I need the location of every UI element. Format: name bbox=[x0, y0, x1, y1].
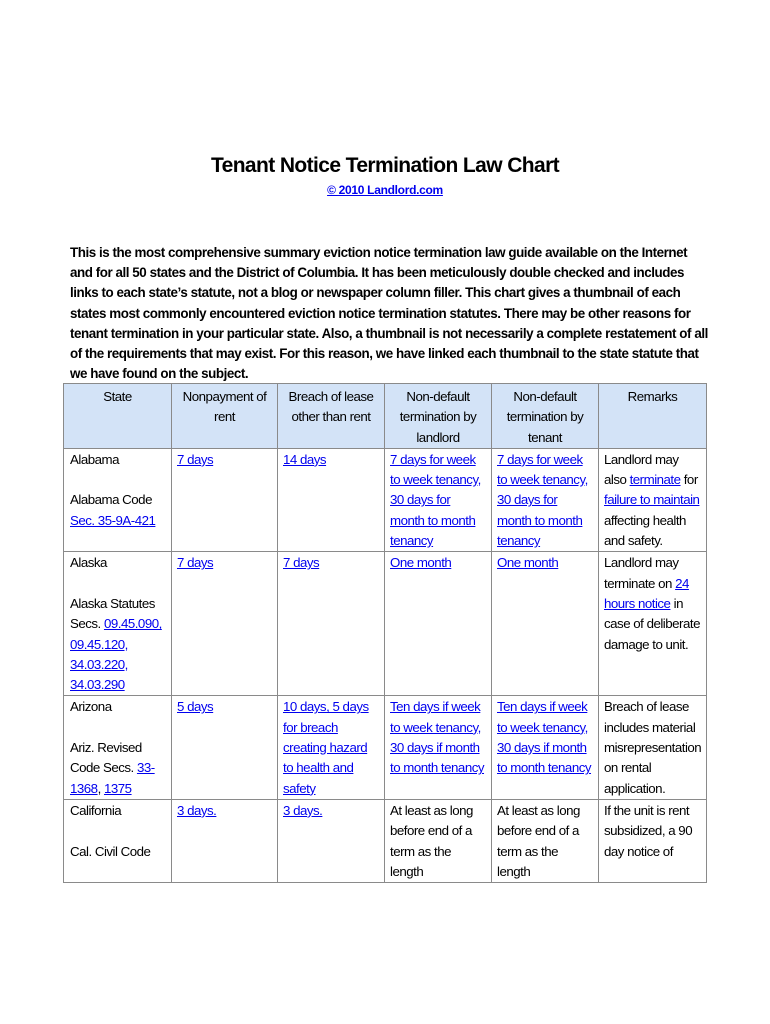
state-code: Cal. Civil Code bbox=[70, 843, 151, 859]
tenant-termination-link[interactable]: One month bbox=[497, 555, 559, 571]
remarks-cell bbox=[599, 448, 707, 551]
remarks-text: in case of deliberate damage to unit. bbox=[604, 595, 700, 652]
nonpayment-cell bbox=[172, 799, 278, 882]
breach-cell bbox=[278, 799, 385, 882]
landlord-termination-link[interactable]: Ten days if week to week tenancy, 30 days if month to month tenancy bbox=[390, 699, 485, 776]
table-row bbox=[64, 448, 707, 551]
nonpayment-link[interactable]: 5 days bbox=[177, 699, 214, 715]
statute-link[interactable]: 34.03.220, bbox=[70, 656, 128, 672]
failure-to-maintain-link[interactable]: failure to maintain bbox=[604, 492, 700, 508]
header-remarks: Remarks bbox=[599, 384, 707, 449]
nonpayment-link[interactable]: 3 days. bbox=[177, 802, 217, 818]
nonpayment-link[interactable]: 7 days bbox=[177, 555, 214, 571]
state-name: Alaska bbox=[70, 555, 107, 571]
remarks-cell bbox=[599, 552, 707, 696]
tenant-cell bbox=[492, 448, 599, 551]
state-name: California bbox=[70, 802, 122, 818]
state-code bbox=[70, 490, 166, 531]
state-cell bbox=[64, 799, 172, 882]
tenant-termination-link[interactable]: Ten days if week to week tenancy, 30 days if month to month tenancy bbox=[497, 699, 592, 776]
landlord-cell bbox=[385, 552, 492, 696]
remarks-text: Landlord may terminate on bbox=[604, 555, 679, 591]
statute-link[interactable]: 33-1368 bbox=[70, 760, 155, 796]
tenant-cell: At least as long before end of a term as the length bbox=[492, 799, 599, 882]
statute-link[interactable]: 1375 bbox=[103, 780, 132, 796]
remarks-text: affecting health and safety. bbox=[604, 512, 686, 549]
table-row bbox=[64, 799, 707, 882]
table-row bbox=[64, 552, 707, 696]
intro-paragraph: This is the most comprehensive summary eviction notice termination law guide available on the Internet and for all 50 states and the District of Columbia. It has been meticulously double checked and includes links to each state’s statute, not a blog or newspaper column filler. This chart gives a thumbnail of each states most commonly encountered eviction notice termination statutes. There may be other reasons for tenant termination in your particular state. Also, a thumbnail is not necessarily a complete restatement of all of the requirements that may exist. For this reason, we have linked each thumbnail to the state statute that we have found on the subject. bbox=[70, 245, 708, 382]
terminate-link[interactable]: terminate bbox=[629, 472, 681, 488]
state-name: Alabama bbox=[70, 451, 119, 467]
header-nonpayment: Nonpayment of rent bbox=[172, 384, 278, 449]
landlord-cell: At least as long before end of a term as the length bbox=[385, 799, 492, 882]
termination-law-table bbox=[63, 383, 707, 883]
remarks-text: for bbox=[680, 472, 698, 488]
statute-link[interactable]: 09.45.120, bbox=[70, 636, 128, 652]
header-state: State bbox=[64, 384, 172, 449]
nonpayment-link[interactable]: 7 days bbox=[177, 451, 214, 467]
breach-link[interactable]: 10 days, 5 days for breach creating hazard to health and safety bbox=[283, 699, 369, 796]
landlord-termination-link[interactable]: One month bbox=[390, 555, 452, 571]
code-label: Alaska Statutes Secs. bbox=[70, 595, 155, 632]
code-label: Alabama Code bbox=[70, 492, 152, 508]
tenant-cell bbox=[492, 696, 599, 799]
table-header-row bbox=[64, 384, 707, 449]
nonpayment-cell bbox=[172, 552, 278, 696]
copyright-link[interactable]: © 2010 Landlord.com bbox=[327, 183, 443, 197]
breach-cell bbox=[278, 448, 385, 551]
document-title: Tenant Notice Termination Law Chart bbox=[210, 154, 560, 177]
state-cell bbox=[64, 552, 172, 696]
breach-cell bbox=[278, 696, 385, 799]
header-breach: Breach of lease other than rent bbox=[278, 384, 385, 449]
table-row bbox=[64, 696, 707, 799]
code-label: Ariz. Revised Code Secs. bbox=[70, 740, 142, 776]
state-cell bbox=[64, 696, 172, 799]
breach-link[interactable]: 3 days. bbox=[283, 802, 323, 818]
landlord-cell bbox=[385, 696, 492, 799]
nonpayment-cell bbox=[172, 448, 278, 551]
nonpayment-cell bbox=[172, 696, 278, 799]
breach-link[interactable]: 14 days bbox=[283, 451, 327, 467]
breach-link[interactable]: 7 days bbox=[283, 555, 320, 571]
state-cell bbox=[64, 448, 172, 551]
statute-link[interactable]: 34.03.290 bbox=[70, 677, 125, 693]
statute-link[interactable]: 09.45.090, bbox=[103, 616, 162, 632]
state-code bbox=[70, 594, 166, 695]
landlord-cell bbox=[385, 448, 492, 551]
statute-link[interactable]: Sec. 35-9A-421 bbox=[70, 512, 156, 528]
remarks-cell: Breach of lease includes material misrepresentation on rental application. bbox=[599, 696, 707, 799]
tenant-cell bbox=[492, 552, 599, 696]
landlord-termination-link[interactable]: 7 days for week to week tenancy, 30 days for month to month tenancy bbox=[390, 451, 481, 549]
code-separator: , bbox=[97, 780, 104, 796]
state-name: Arizona bbox=[70, 699, 112, 715]
24-hours-notice-link[interactable]: 24 hours notice bbox=[604, 575, 689, 611]
remarks-text: Landlord may also bbox=[604, 451, 679, 488]
state-code bbox=[70, 738, 166, 799]
tenant-termination-link[interactable]: 7 days for week to week tenancy, 30 days for month to month tenancy bbox=[497, 451, 588, 549]
header-tenant-termination: Non-default termination by tenant bbox=[492, 384, 599, 449]
breach-cell bbox=[278, 552, 385, 696]
header-landlord-termination: Non-default termination by landlord bbox=[385, 384, 492, 449]
remarks-cell: If the unit is rent subsidized, a 90 day notice of bbox=[599, 799, 707, 882]
